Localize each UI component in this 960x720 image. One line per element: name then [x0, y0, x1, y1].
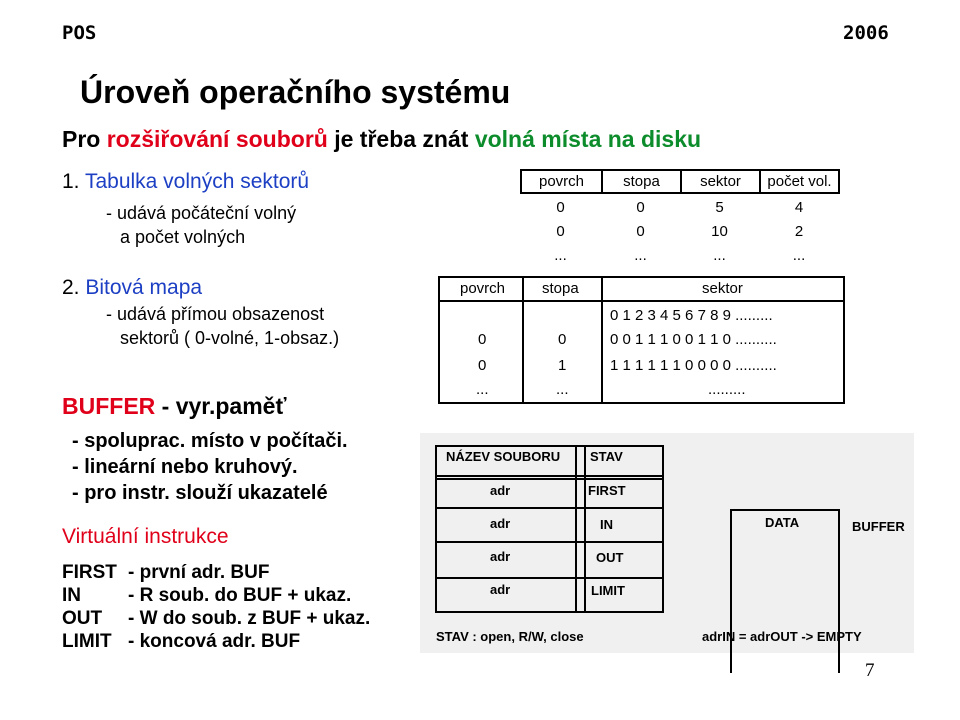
- header-left: POS: [62, 22, 97, 44]
- table-cell: 2: [794, 223, 804, 240]
- table-cell: .........: [708, 381, 746, 398]
- table-cell: ...: [476, 381, 489, 398]
- table-cell: 1 1 1 1 1 1 0 0 0 0 ..........: [610, 357, 777, 374]
- section1-title: Tabulka volných sektorů: [84, 170, 310, 193]
- table-divider: [522, 278, 524, 402]
- table-cell: ...: [792, 247, 806, 264]
- virtual-list: [62, 561, 370, 653]
- page-number: 7: [865, 660, 875, 681]
- table-divider: [601, 278, 603, 402]
- table-cell: ...: [556, 381, 569, 398]
- table-cell: 0: [636, 199, 645, 216]
- table-divider: [440, 300, 843, 302]
- subtitle-red: rozšiřování souborů: [106, 126, 328, 152]
- diagram-data-label: DATA: [765, 515, 800, 530]
- table-cell: ...: [634, 247, 647, 264]
- virtual-desc: - W do soub. z BUF + ukaz.: [128, 608, 371, 629]
- section2-line2: sektorů ( 0-volné, 1-obsaz.): [120, 328, 340, 348]
- virtual-key: FIRST: [62, 562, 117, 583]
- diagram-adr: adr: [490, 483, 511, 498]
- table-header-cell: stopa: [542, 280, 579, 297]
- virtual-key: IN: [62, 585, 81, 606]
- buffer-line-3: - pro instr. slouží ukazatelé: [72, 482, 328, 504]
- table-cell: 10: [711, 223, 728, 240]
- section2-line1: - udává přímou obsazenost: [106, 304, 325, 324]
- slide-title: Úroveň operačního systému: [80, 74, 511, 110]
- buffer-heading: [62, 393, 286, 420]
- diagram-adr-note: adrIN = adrOUT -> EMPTY: [702, 629, 862, 644]
- buffer-heading-rest: - vyr.paměť: [155, 393, 287, 419]
- section1-line2: a počet volných: [120, 227, 246, 247]
- virtual-desc: - první adr. BUF: [128, 562, 270, 583]
- virtual-key: OUT: [62, 608, 103, 629]
- table-cell: 4: [794, 199, 804, 216]
- diagram-buffer-box: [730, 509, 840, 673]
- table-header-row: [520, 169, 839, 194]
- diagram-adr: adr: [490, 582, 511, 597]
- table-header-cell: povrch: [520, 169, 603, 194]
- diagram-ptr: IN: [600, 517, 613, 532]
- table-header-cell: sektor: [680, 169, 761, 194]
- buffer-diagram: [420, 433, 914, 653]
- diagram-name-label: NÁZEV SOUBORU: [446, 449, 561, 464]
- table-header-cell: stopa: [601, 169, 682, 194]
- diagram-adr: adr: [490, 549, 511, 564]
- virtual-item-limit: [62, 630, 370, 653]
- virtual-key: LIMIT: [62, 631, 112, 652]
- virtual-item-first: [62, 561, 370, 584]
- table-cell: 0: [556, 199, 565, 216]
- diagram-row-divider: [435, 541, 664, 543]
- free-sector-table: [520, 169, 839, 268]
- table-cell: 0: [558, 331, 567, 348]
- virtual-desc: - koncová adr. BUF: [128, 631, 301, 652]
- table-cell: 0 0 1 1 1 0 0 1 1 0 ..........: [610, 331, 777, 348]
- section1-num: 1.: [62, 170, 85, 193]
- bitmap-table: [438, 276, 845, 404]
- diagram-ptr: LIMIT: [591, 583, 625, 598]
- section2-title: Bitová mapa: [85, 276, 203, 299]
- buffer-line-2: - lineární nebo kruhový.: [72, 456, 298, 478]
- diagram-stav-label: STAV: [590, 449, 623, 464]
- table-header-cell: sektor: [702, 280, 743, 297]
- virtual-item-in: [62, 584, 370, 607]
- section1-line1: - udává počáteční volný: [106, 203, 297, 223]
- table-cell: 5: [715, 199, 724, 216]
- table-header-cell: počet vol.: [759, 169, 840, 194]
- subtitle-pre: Pro: [62, 126, 107, 152]
- header-right: 2006: [843, 22, 889, 44]
- buffer-heading-red: BUFFER: [62, 393, 156, 419]
- diagram-stav-note: STAV : open, R/W, close: [436, 629, 584, 644]
- table-cell: 1: [558, 357, 567, 374]
- virtual-desc: - R soub. do BUF + ukaz.: [128, 585, 352, 606]
- table-row: [520, 220, 839, 244]
- table-cell: ...: [713, 247, 726, 264]
- table-cell: ...: [554, 247, 567, 264]
- slide-subtitle: [62, 126, 701, 153]
- section2-num: 2.: [62, 276, 86, 299]
- buffer-line-1: - spoluprac. místo v počítači.: [72, 430, 348, 452]
- virtual-title: Virtuální instrukce: [62, 525, 229, 548]
- table-header-cell: povrch: [460, 280, 506, 297]
- table-cell: 0: [478, 331, 487, 348]
- table-cell: 0: [556, 223, 565, 240]
- section2-heading: [62, 276, 202, 300]
- table-cell: 0: [478, 357, 487, 374]
- table-row: [520, 244, 839, 268]
- diagram-ptr: FIRST: [588, 483, 626, 498]
- table-cell: 0: [636, 223, 645, 240]
- table-row: [520, 196, 839, 220]
- section1-heading: [62, 170, 309, 194]
- subtitle-green: volná místa na disku: [474, 126, 702, 152]
- virtual-item-out: [62, 607, 370, 630]
- subtitle-mid: je třeba znát: [327, 126, 475, 152]
- bitmap-index-row: 0 1 2 3 4 5 6 7 8 9 .........: [610, 307, 773, 324]
- diagram-buffer-label: BUFFER: [852, 519, 905, 534]
- diagram-row-dividers: [435, 507, 664, 579]
- diagram-adr: adr: [490, 516, 511, 531]
- diagram-ptr: OUT: [596, 550, 624, 565]
